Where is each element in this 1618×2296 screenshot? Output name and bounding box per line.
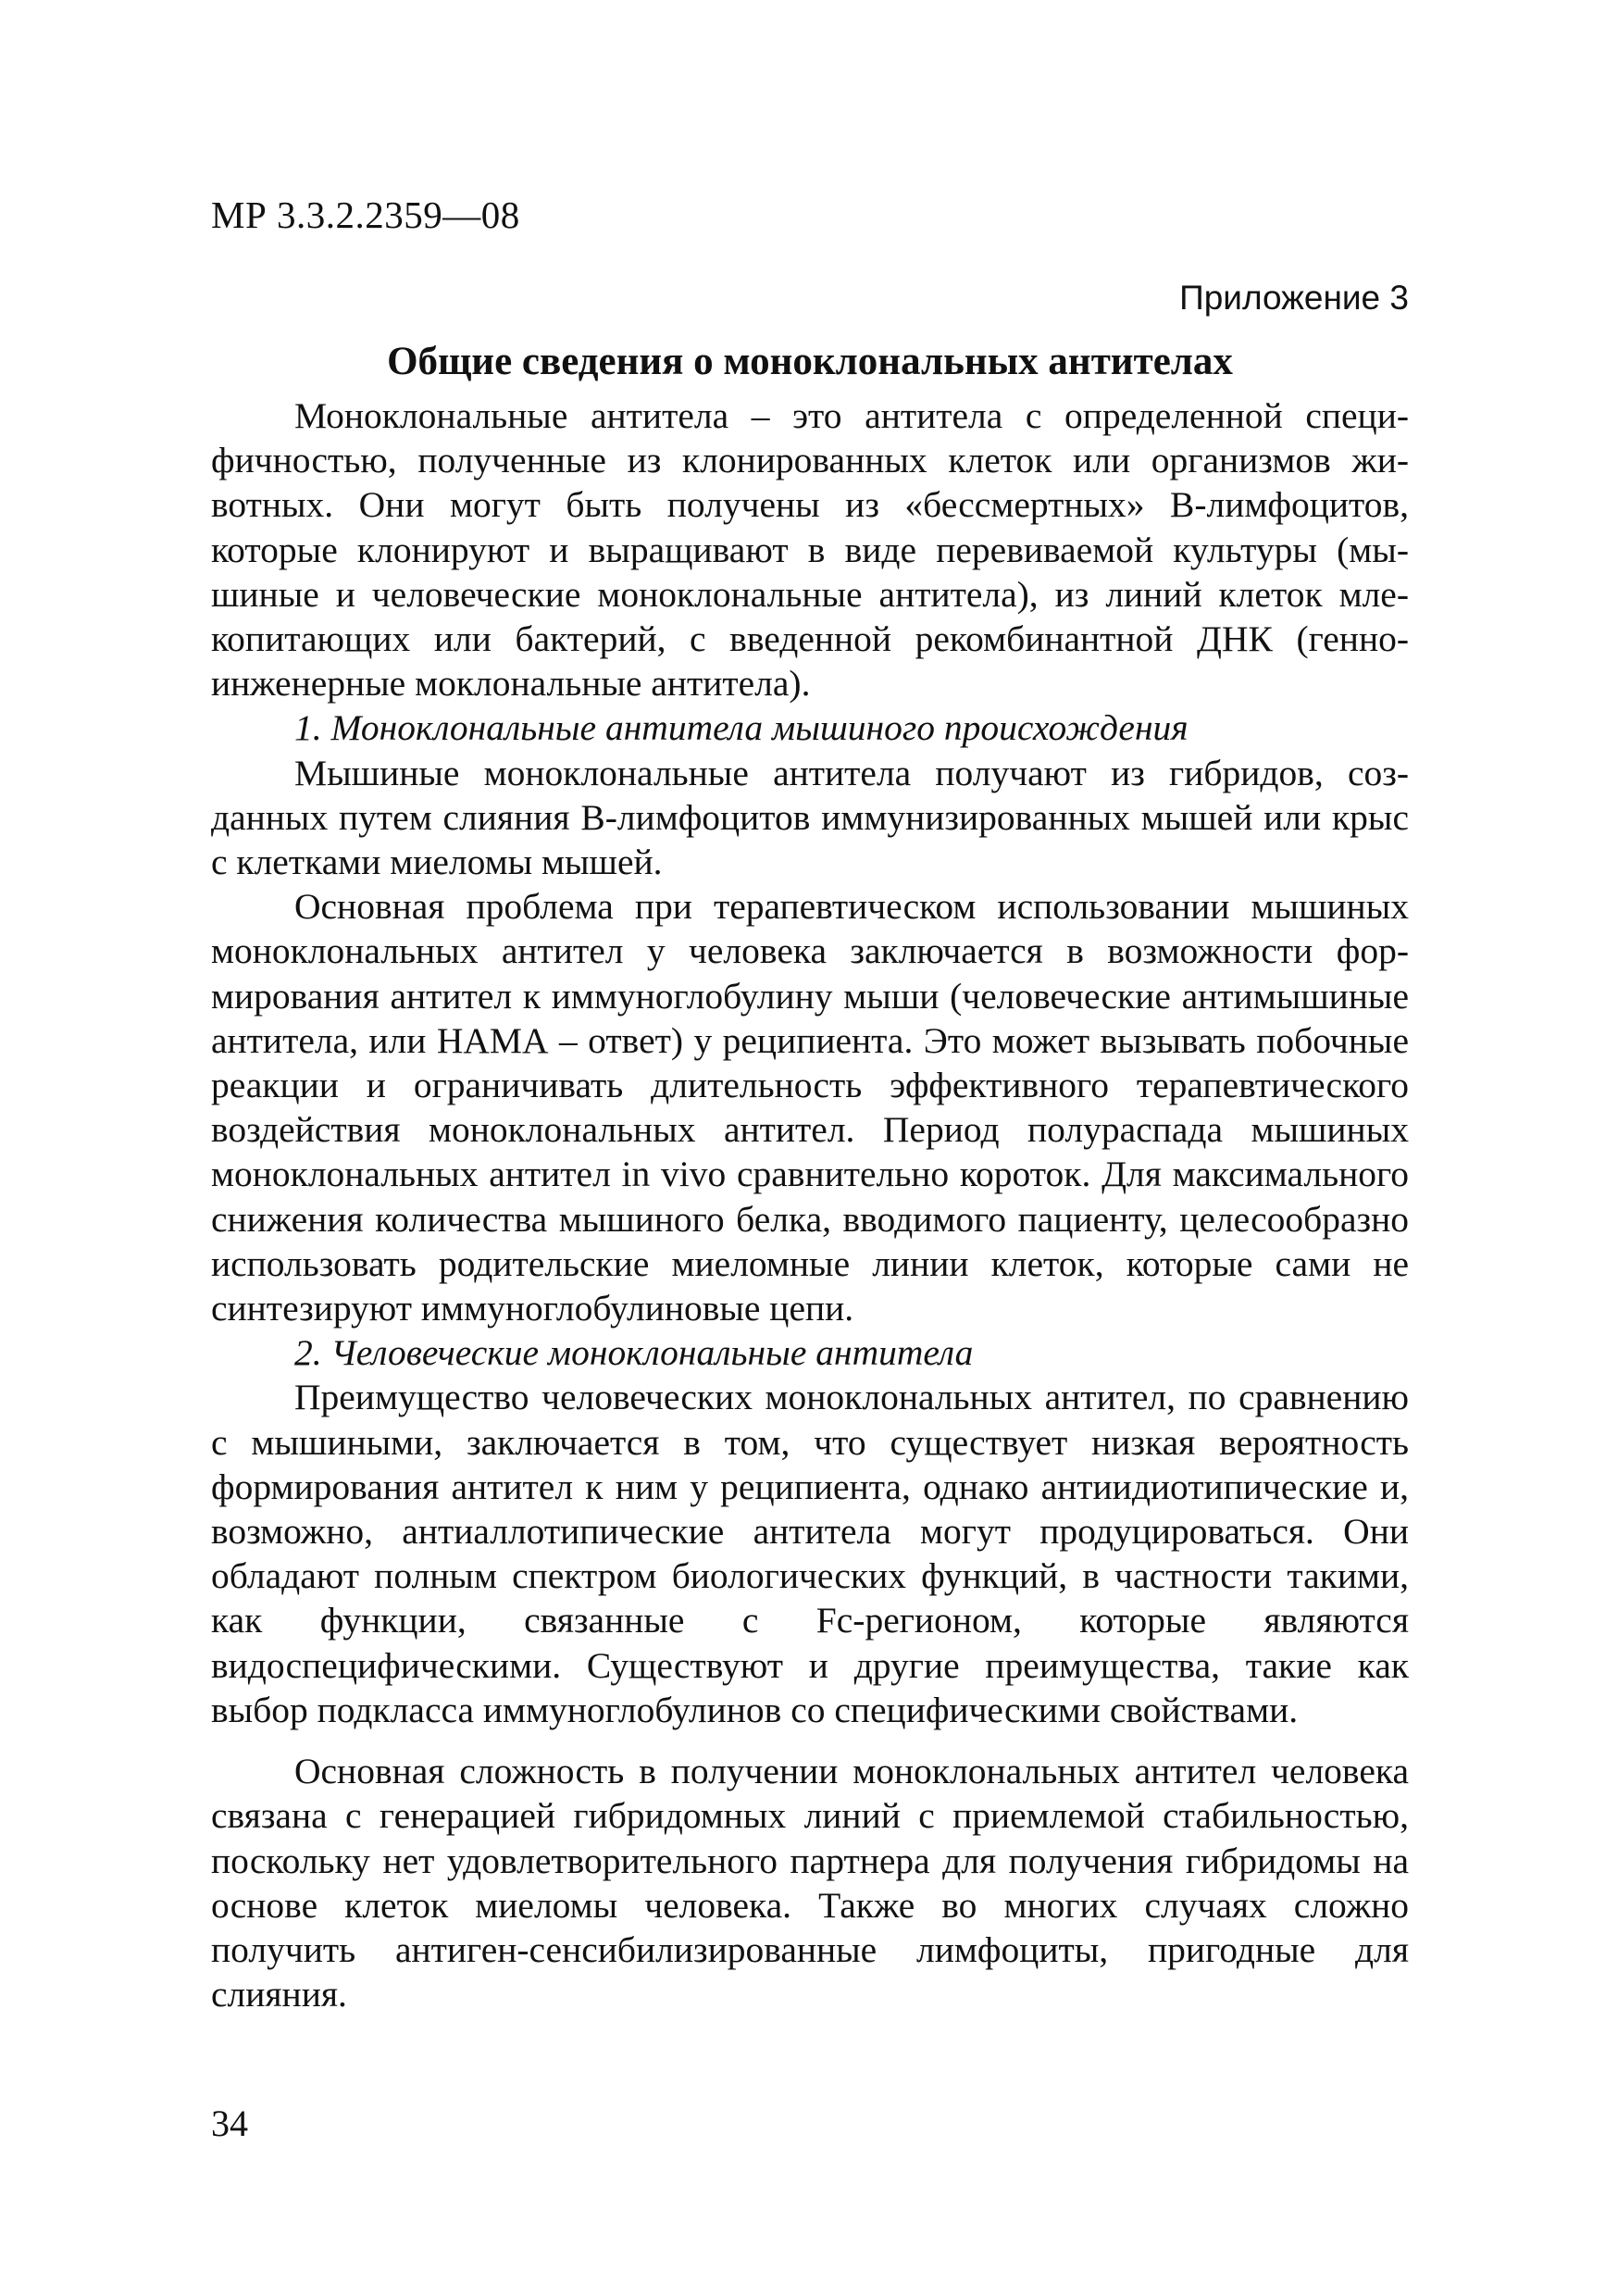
paragraph-intro: Моноклональные антитела – это антитела с определенной специфичностью, полученные из клонированных клеток или организмов животных. Они могут быть получены из «бессмертных» В-лимфоцитов, которые клонируют и выращивают в виде перевиваемой культуры (мышиные и человеческие моноклональные антитела), из линий клеток млекопитающих или бактерий, с введенной рекомбинантной ДНК (генно-инженерные моклональные антитела). [211, 395, 1409, 705]
appendix-label: Приложение 3 [1179, 279, 1409, 317]
paragraph-human-advantage: Преимущество человеческих моноклональных антител, по сравнению с мышиными, заключается в том, что существует низкая вероятность формирования антител к ним у реципиента, однако антиидиотипические и, возможно, антиаллотипические антитела могут продуцироваться. Они обладают полным спектром биологических функций, в частности такими, как функции, связанные с Fc-регионом, которые являются видоспецифическими. Существуют и другие преимущества, такие как выбор подкласса иммуноглобулинов со специфическими свойствами. [211, 1377, 1409, 1730]
section-title: Общие сведения о моноклональных антителах [387, 340, 1233, 383]
paragraph-murine-production: Мышиные моноклональные антитела получают из гибридов, созданных путем слияния В-лимфоцитов иммунизированных мышей или крыс с клетками миеломы мышей. [211, 752, 1409, 883]
page-number: 34 [211, 2103, 248, 2144]
subheading-human: 2. Человеческие моноклональные антитела [294, 1332, 974, 1374]
paragraph-murine-problem: Основная проблема при терапевтическом использовании мышиных моноклональных антител у человека заключается в возможности формирования антител к иммуноглобулину мыши (человеческие антимышиные антитела, или НАМА – ответ) у реципиента. Это может вызывать побочные реакции и ограничивать длительность эффективного терапевтического воздействия моноклональных антител. Период полураспада мышиных моноклональных антител in vivo сравнительно короток. Для максимального снижения количества мышиного белка, вводимого пациенту, целесообразно использовать родительские миеломные линии клеток, которые сами не синтезируют иммуноглобулиновые цепи. [211, 886, 1409, 1329]
paragraph-human-difficulty: Основная сложность в получении моноклональных антител человека связана с генерацией гибридомных линий с приемлемой стабильностью, поскольку нет удовлетворительного партнера для получения гибридомы на основе клеток миеломы человека. Также во многих случаях сложно получить антиген-сенсибилизированные лимфоциты, пригодные для слияния. [211, 1751, 1409, 2015]
subheading-murine: 1. Моноклональные антитела мышиного происхождения [294, 707, 1189, 749]
document-code: МР 3.3.2.2359—08 [211, 193, 520, 236]
body-text [211, 393, 1409, 2016]
